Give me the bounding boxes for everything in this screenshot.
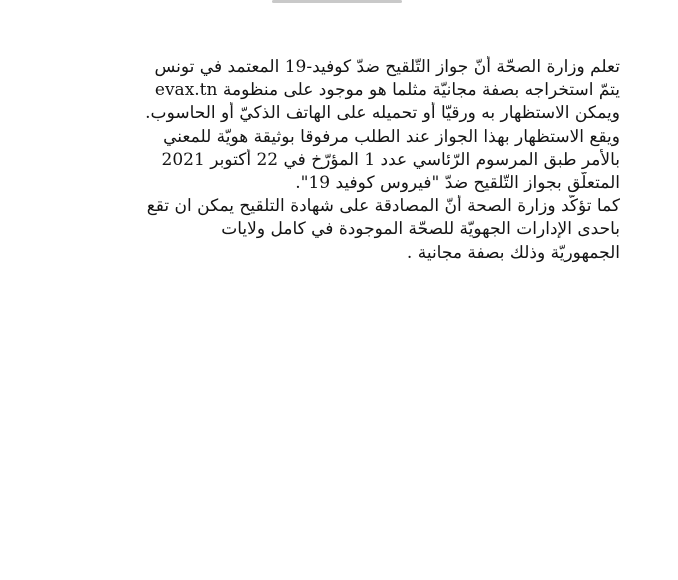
- text-line-1: تعلم وزارة الصحّة أنّ جواز التّلقيح ضدّ كوفيد-19 المعتمد في تونس: [154, 57, 620, 77]
- text-line-8: باحدى الإدارات الجهويّة للصحّة الموجودة في كامل ولايات: [221, 219, 620, 240]
- text-line-6: المتعلّق بجواز التّلقيح ضدّ "فيروس كوفيد 19".: [295, 172, 620, 193]
- text-line-5: بالأمر طبق المرسوم الرّئاسي عدد 1 المؤرّخ في 22 أكتوبر 2021: [161, 149, 620, 170]
- top-edge-mark: [272, 0, 402, 3]
- text-line-2: يتمّ استخراجه بصفة مجانيّة مثلما هو موجود على منظومة evax.tn: [154, 80, 620, 101]
- text-line-3: ويمكن الاستظهار به ورقيّا أو تحميله على الهاتف الذكيّ أو الحاسوب.: [145, 103, 620, 124]
- text-line-7: كما تؤكّد وزارة الصحة أنّ المصادقة على شهادة التلقيح يمكن ان تقع: [146, 196, 620, 217]
- announcement-text: [60, 56, 620, 265]
- text-line-4: ويقع الاستظهار بهذا الجواز عند الطلب مرفوقا بوثيقة هويّة للمعني: [163, 126, 620, 147]
- text-line-9: الجمهوريّة وذلك بصفة مجانية .: [406, 242, 620, 263]
